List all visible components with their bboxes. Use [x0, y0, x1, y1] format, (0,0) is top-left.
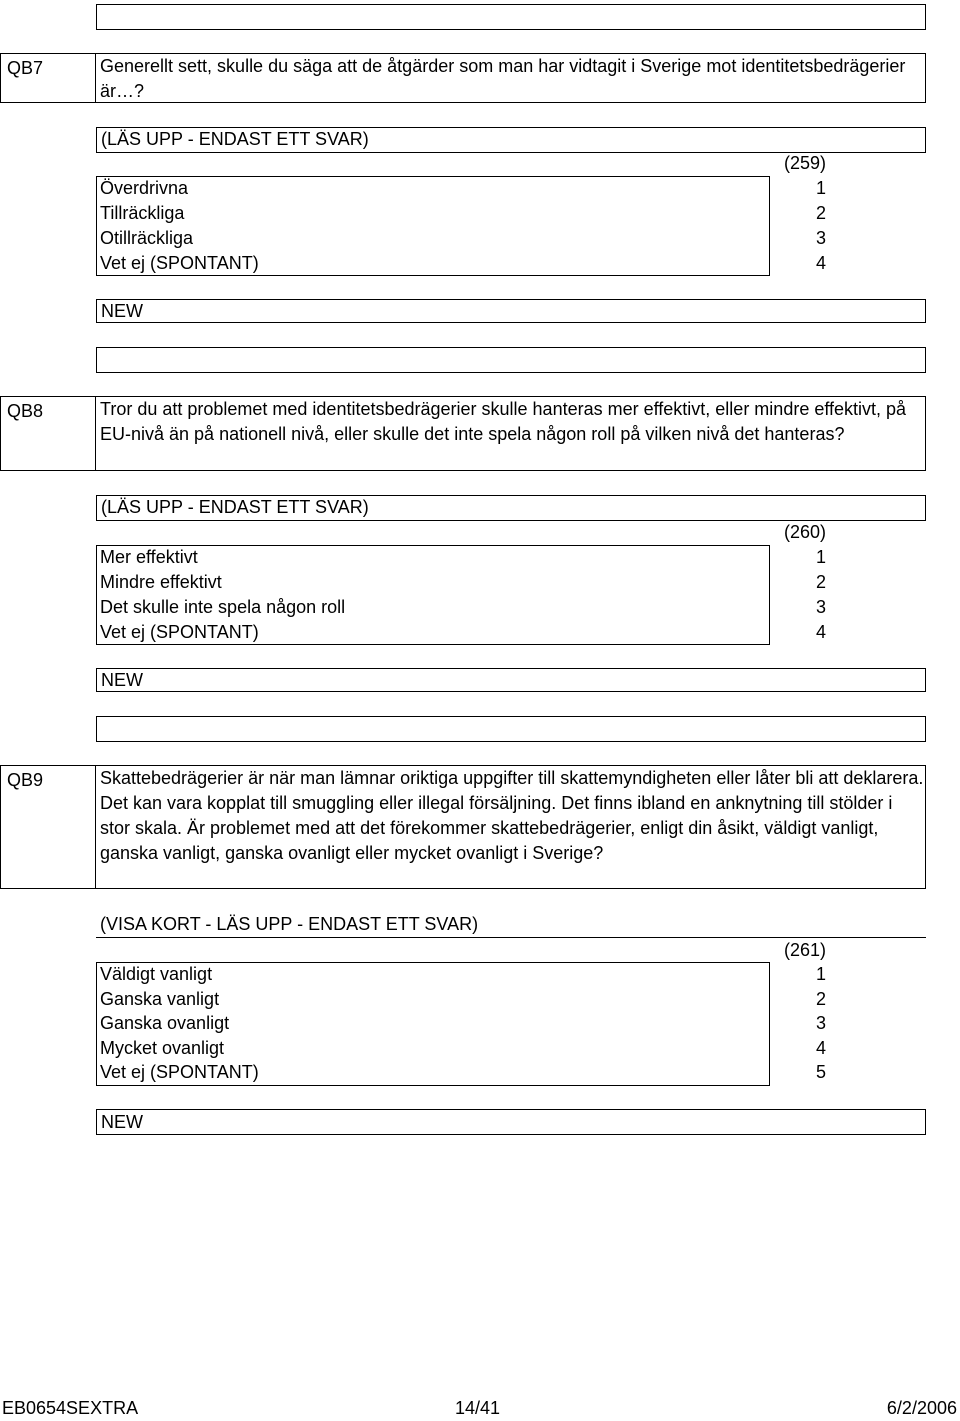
instruction-bar — [96, 912, 926, 938]
instruction-bar — [96, 495, 926, 521]
option-label: Det skulle inte spela någon roll — [100, 597, 346, 617]
option-label: Mer effektivt — [100, 547, 198, 567]
column-code: (260) — [783, 522, 826, 542]
option-code: 2 — [815, 572, 826, 592]
option-row — [96, 1036, 770, 1061]
footer-survey-code: EB0654SEXTRA — [2, 1398, 139, 1418]
instruction-text: (VISA KORT - LÄS UPP - ENDAST ETT SVAR) — [100, 914, 479, 934]
option-label: Otillräckliga — [100, 228, 194, 248]
instruction-text: (LÄS UPP - ENDAST ETT SVAR) — [101, 129, 369, 149]
option-code: 4 — [815, 1038, 826, 1058]
option-label: Ganska vanligt — [100, 989, 220, 1009]
option-code: 1 — [815, 964, 826, 984]
header-bar — [96, 4, 926, 30]
question-id-cell — [0, 765, 96, 889]
option-label: Överdrivna — [100, 178, 189, 198]
new-tag-bar — [96, 1109, 926, 1135]
option-row — [96, 226, 770, 251]
question-text: Skattebedrägerier är när man lämnar oriktiga uppgifter till skattemyndigheten eller låter bli att deklarera. Det kan vara kopplat till smuggling eller illegal försäljning. Det finns ibland en anknytning till stölder i stor skala. Är problemet med att det förekommer skattebedrägerier, enligt din åsikt, väldigt vanligt, ganska vanligt, ganska ovanligt eller mycket ovanligt i Sverige? — [100, 768, 924, 863]
option-row — [96, 1060, 770, 1085]
option-code: 1 — [815, 178, 826, 198]
option-code: 3 — [815, 1013, 826, 1033]
instruction-text: (LÄS UPP - ENDAST ETT SVAR) — [101, 497, 369, 517]
question-id: QB9 — [7, 770, 44, 790]
new-tag: NEW — [101, 301, 143, 321]
option-row — [96, 620, 770, 645]
option-label: Vet ej (SPONTANT) — [100, 1062, 259, 1082]
option-label: Vet ej (SPONTANT) — [100, 253, 259, 273]
footer-date: 6/2/2006 — [886, 1398, 957, 1418]
option-code: 5 — [815, 1062, 826, 1082]
column-code: (259) — [783, 153, 826, 173]
separator-bar — [96, 716, 926, 742]
option-row — [96, 1011, 770, 1036]
option-row — [96, 201, 770, 226]
option-row — [96, 545, 770, 570]
option-row — [96, 595, 770, 620]
option-codes — [770, 962, 826, 1085]
option-label: Mycket ovanligt — [100, 1038, 225, 1058]
question-id: QB8 — [7, 401, 44, 421]
option-code: 4 — [815, 622, 826, 642]
option-label: Väldigt vanligt — [100, 964, 213, 984]
question-id-cell — [0, 53, 96, 103]
question-id: QB7 — [7, 58, 44, 78]
footer-page-number: 14/41 — [455, 1398, 501, 1418]
option-code: 2 — [815, 203, 826, 223]
new-tag: NEW — [101, 1112, 143, 1132]
question-text-cell — [95, 765, 926, 889]
option-codes — [770, 545, 826, 645]
question-text: Tror du att problemet med identitetsbedrägerier skulle hanteras mer effektivt, eller mindre effektivt, på EU-nivå än på nationell nivå, eller skulle det inte spela någon roll på vilken nivå det hanteras? — [100, 399, 907, 444]
question-text: Generellt sett, skulle du säga att de åtgärder som man har vidtagit i Sverige mot identitetsbedrägerier är…? — [100, 56, 906, 101]
question-id-cell — [0, 396, 96, 471]
new-tag-bar — [96, 668, 926, 692]
option-code: 3 — [815, 597, 826, 617]
option-label: Mindre effektivt — [100, 572, 222, 592]
option-row — [96, 251, 770, 276]
option-row — [96, 570, 770, 595]
option-row — [96, 176, 770, 201]
question-text-cell — [95, 396, 926, 471]
option-label: Vet ej (SPONTANT) — [100, 622, 259, 642]
question-text-cell — [95, 53, 926, 103]
option-code: 4 — [815, 253, 826, 273]
column-code: (261) — [783, 940, 826, 960]
instruction-bar — [96, 127, 926, 153]
option-label: Ganska ovanligt — [100, 1013, 230, 1033]
option-row — [96, 962, 770, 987]
option-label: Tillräckliga — [100, 203, 185, 223]
separator-bar — [96, 347, 926, 373]
new-tag-bar — [96, 299, 926, 323]
new-tag: NEW — [101, 670, 143, 690]
option-code: 3 — [815, 228, 826, 248]
option-codes — [770, 176, 826, 276]
option-code: 2 — [815, 989, 826, 1009]
option-code: 1 — [815, 547, 826, 567]
option-row — [96, 987, 770, 1012]
